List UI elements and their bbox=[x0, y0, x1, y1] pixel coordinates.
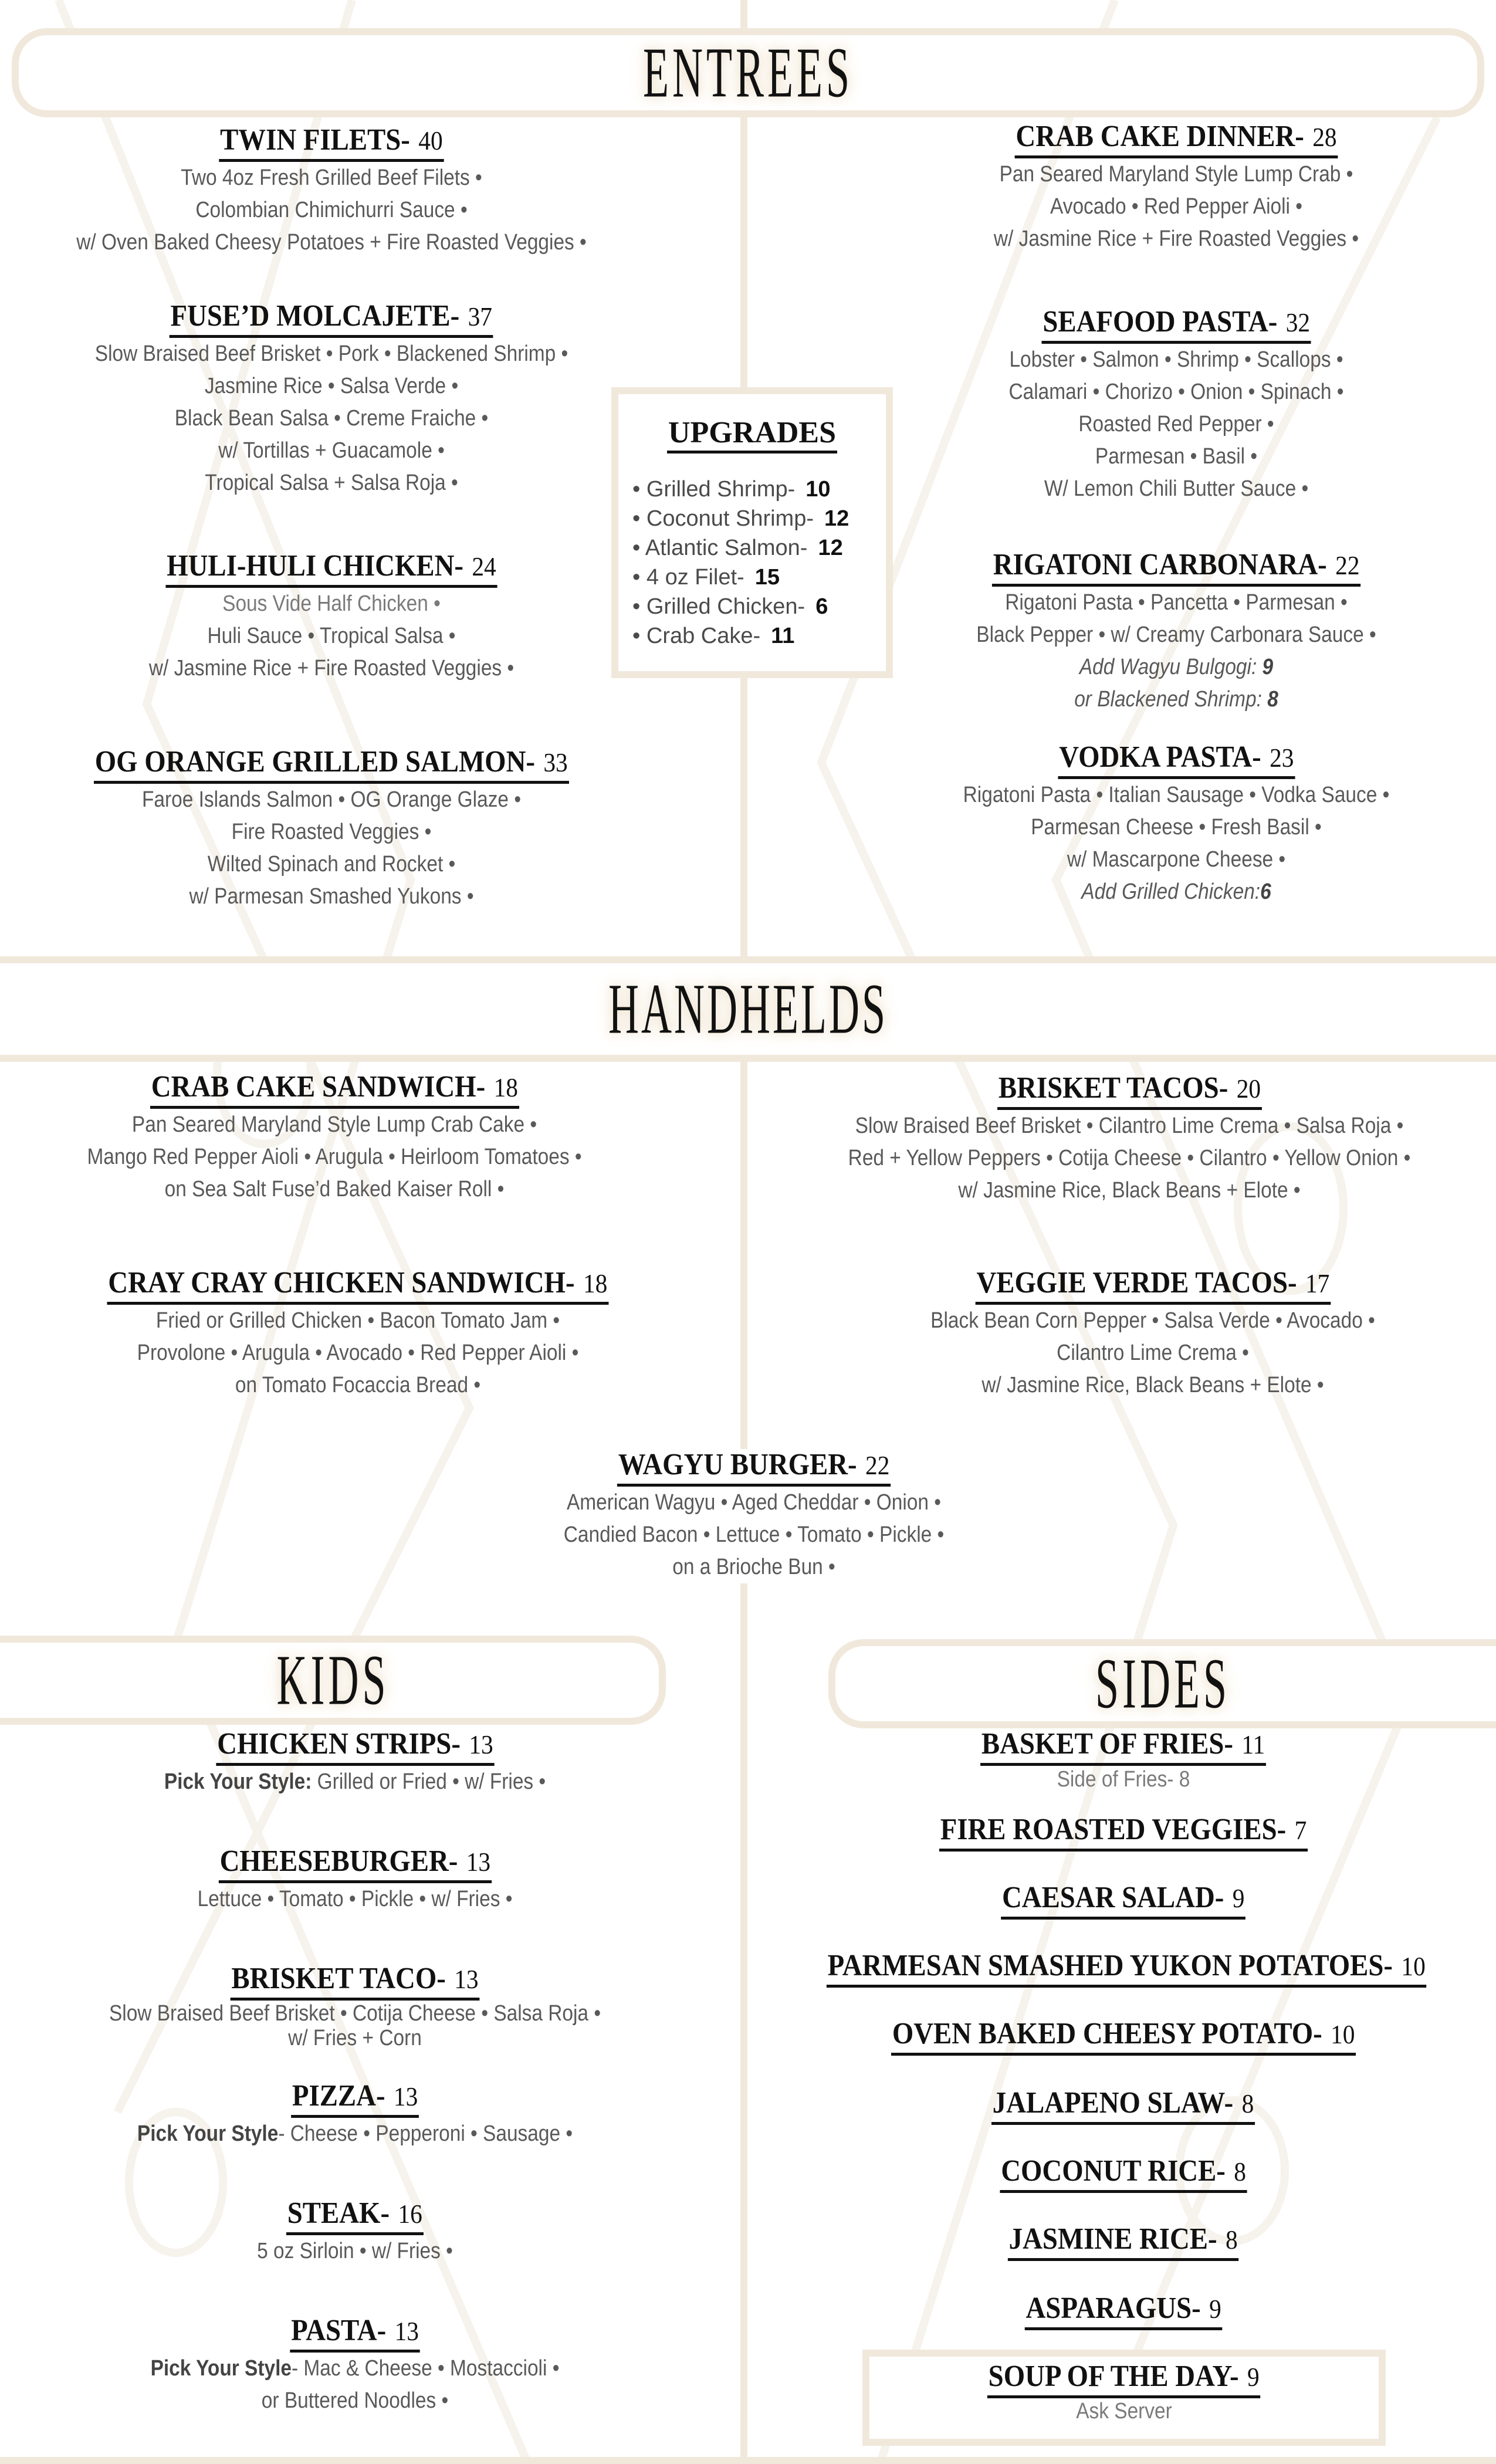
item-title: PARMESAN SMASHED YUKON POTATOES- 10 bbox=[827, 1950, 1427, 1988]
item-desc: Fire Roasted Veggies • bbox=[231, 819, 432, 844]
side-item-caesar-salad bbox=[763, 1882, 1484, 1920]
item-desc: Calamari • Chorizo • Onion • Spinach • bbox=[1008, 379, 1344, 404]
side-item-jasmine-rice bbox=[763, 2223, 1484, 2261]
item-desc: on a Brioche Bun • bbox=[672, 1554, 835, 1579]
item-title: BASKET OF FRIES- 11 bbox=[981, 1728, 1267, 1766]
item-title: CHICKEN STRIPS- 13 bbox=[216, 1728, 494, 1766]
item-title: BRISKET TACO- 13 bbox=[231, 1963, 480, 2001]
kids-item-brisket-taco bbox=[0, 1963, 710, 2050]
item-desc: Mango Red Pepper Aioli • Arugula • Heirloom Tomatoes • bbox=[87, 1144, 582, 1169]
item-desc: Wilted Spinach and Rocket • bbox=[207, 851, 456, 876]
upgrade-item: • Crab Cake- 11 bbox=[632, 624, 795, 648]
menu-item-cray-cray-chicken-sandwich bbox=[0, 1267, 716, 1402]
menu-item-vodka-pasta bbox=[880, 742, 1473, 908]
item-title: COCONUT RICE- 8 bbox=[1000, 2155, 1247, 2193]
item-desc: Huli Sauce • Tropical Salsa • bbox=[207, 623, 456, 648]
item-desc: Rigatoni Pasta • Pancetta • Parmesan • bbox=[1005, 590, 1348, 615]
side-item-asparagus bbox=[763, 2293, 1484, 2330]
kids-title: KIDS bbox=[276, 1640, 390, 1720]
item-desc: Lobster • Salmon • Shrimp • Scallops • bbox=[1009, 347, 1343, 372]
item-desc: Parmesan • Basil • bbox=[1095, 444, 1258, 469]
kids-item-pasta bbox=[0, 2315, 710, 2417]
item-desc: Two 4oz Fresh Grilled Beef Filets • bbox=[181, 165, 482, 190]
sides-banner bbox=[828, 1639, 1496, 1728]
handhelds-banner bbox=[0, 963, 1496, 1055]
item-desc: Black Bean Corn Pepper • Salsa Verde • Avocado • bbox=[930, 1308, 1375, 1333]
item-title: CRAB CAKE DINNER- 28 bbox=[1015, 121, 1338, 158]
item-title: SOUP OF THE DAY- 9 bbox=[987, 2361, 1261, 2398]
item-title: VODKA PASTA- 23 bbox=[1058, 742, 1295, 779]
item-desc: w/ Oven Baked Cheesy Potatoes + Fire Roasted Veggies • bbox=[76, 229, 587, 255]
item-desc: on Sea Salt Fuse’d Baked Kaiser Roll • bbox=[164, 1176, 505, 1201]
item-title: CRAY CRAY CHICKEN SANDWICH- 18 bbox=[107, 1267, 609, 1305]
item-note: Ask Server bbox=[1076, 2398, 1172, 2424]
menu-item-twin-filets bbox=[0, 124, 663, 259]
item-desc: w/ Jasmine Rice, Black Beans + Elote • bbox=[981, 1372, 1324, 1397]
item-title: CRAB CAKE SANDWICH- 18 bbox=[150, 1071, 519, 1109]
item-note: Side of Fries- 8 bbox=[1057, 1766, 1190, 1792]
item-title: STEAK- 16 bbox=[286, 2198, 424, 2235]
upgrades-box bbox=[611, 387, 893, 678]
entrees-banner bbox=[12, 28, 1484, 117]
upgrade-item: • Coconut Shrimp- 12 bbox=[632, 506, 849, 531]
item-title: OG ORANGE GRILLED SALMON- 33 bbox=[94, 746, 569, 784]
item-title: PIZZA- 13 bbox=[291, 2080, 419, 2118]
item-title: VEGGIE VERDE TACOS- 17 bbox=[975, 1267, 1331, 1305]
item-desc: Sous Vide Half Chicken • bbox=[222, 591, 441, 616]
item-desc: Cilantro Lime Crema • bbox=[1057, 1340, 1249, 1365]
item-desc: Colombian Chimichurri Sauce • bbox=[195, 197, 468, 222]
menu-item-wagyu-burger bbox=[458, 1449, 1050, 1583]
item-desc: Faroe Islands Salmon • OG Orange Glaze • bbox=[141, 787, 522, 812]
upgrade-item: • 4 oz Filet- 15 bbox=[632, 565, 780, 590]
item-title: OVEN BAKED CHEESY POTATO- 10 bbox=[891, 2018, 1356, 2056]
item-title: BRISKET TACOS- 20 bbox=[997, 1072, 1262, 1110]
menu-item-molcajete bbox=[0, 300, 663, 499]
item-desc: Candied Bacon • Lettuce • Tomato • Pickle • bbox=[563, 1522, 945, 1547]
item-title: CHEESEBURGER- 13 bbox=[218, 1846, 491, 1883]
handhelds-band-bottom bbox=[0, 1055, 1496, 1062]
entrees-title: ENTREES bbox=[643, 32, 853, 113]
menu-item-crab-cake-sandwich bbox=[0, 1071, 669, 1206]
item-desc: Pan Seared Maryland Style Lump Crab • bbox=[999, 161, 1353, 187]
side-item-fire-roasted-veggies bbox=[763, 1814, 1484, 1852]
item-title: JALAPENO SLAW- 8 bbox=[991, 2087, 1255, 2125]
bottom-band bbox=[0, 2457, 1496, 2464]
item-desc: Slow Braised Beef Brisket • Cotija Cheese • Salsa Roja • bbox=[109, 2001, 601, 2026]
item-desc: 5 oz Sirloin • w/ Fries • bbox=[257, 2238, 453, 2263]
handhelds-band-top bbox=[0, 956, 1496, 963]
item-desc: Slow Braised Beef Brisket • Pork • Blackened Shrimp • bbox=[94, 341, 568, 366]
item-desc: Red + Yellow Peppers • Cotija Cheese • Cilantro • Yellow Onion • bbox=[848, 1145, 1411, 1170]
item-desc: Pan Seared Maryland Style Lump Crab Cake • bbox=[131, 1112, 537, 1137]
item-desc: w/ Parmesan Smashed Yukons • bbox=[189, 884, 474, 909]
menu-item-rigatoni-carbonara bbox=[880, 549, 1473, 716]
item-desc: Rigatoni Pasta • Italian Sausage • Vodka Sauce • bbox=[963, 782, 1390, 807]
item-desc: Fried or Grilled Chicken • Bacon Tomato Jam • bbox=[155, 1308, 560, 1333]
item-desc: Pick Your Style: Grilled or Fried • w/ Fries • bbox=[164, 1769, 546, 1794]
item-desc: or Buttered Noodles • bbox=[261, 2388, 449, 2413]
upgrade-item: • Grilled Chicken- 6 bbox=[632, 594, 828, 619]
item-desc: w/ Jasmine Rice, Black Beans + Elote • bbox=[958, 1177, 1301, 1203]
item-desc: Avocado • Red Pepper Aioli • bbox=[1050, 194, 1302, 219]
item-desc: w/ Mascarpone Cheese • bbox=[1067, 847, 1286, 872]
item-desc: Slow Braised Beef Brisket • Cilantro Lime Crema • Salsa Roja • bbox=[855, 1113, 1404, 1138]
item-desc: Black Bean Salsa • Creme Fraiche • bbox=[174, 405, 489, 431]
item-addon: Add Grilled Chicken:6 bbox=[1081, 879, 1271, 904]
item-title: CAESAR SALAD- 9 bbox=[1001, 1882, 1245, 1920]
item-desc: Roasted Red Pepper • bbox=[1078, 411, 1274, 436]
upgrades-title: UPGRADES bbox=[667, 416, 837, 453]
item-title: TWIN FILETS- 40 bbox=[219, 124, 444, 162]
item-title: ASPARAGUS- 9 bbox=[1025, 2293, 1223, 2330]
upgrade-item: • Grilled Shrimp- 10 bbox=[632, 477, 831, 502]
item-desc: W/ Lemon Chili Butter Sauce • bbox=[1044, 476, 1309, 501]
item-title: PASTA- 13 bbox=[290, 2315, 419, 2353]
item-desc: Parmesan Cheese • Fresh Basil • bbox=[1031, 814, 1322, 840]
item-title: JASMINE RICE- 8 bbox=[1008, 2223, 1239, 2261]
item-desc: Jasmine Rice • Salsa Verde • bbox=[204, 373, 459, 398]
item-title: SEAFOOD PASTA- 32 bbox=[1041, 306, 1311, 344]
sides-title: SIDES bbox=[1095, 1643, 1231, 1724]
item-desc: w/ Jasmine Rice + Fire Roasted Veggies • bbox=[993, 226, 1359, 251]
item-desc: w/ Tortillas + Guacamole • bbox=[218, 438, 445, 463]
kids-item-cheeseburger bbox=[0, 1846, 710, 1915]
kids-item-chicken-strips bbox=[0, 1728, 710, 1798]
item-desc: on Tomato Focaccia Bread • bbox=[235, 1372, 481, 1397]
upgrades-list bbox=[632, 475, 886, 651]
menu-item-crab-cake-dinner bbox=[880, 121, 1473, 255]
item-desc: w/ Jasmine Rice + Fire Roasted Veggies • bbox=[148, 655, 515, 681]
item-desc: Provolone • Arugula • Avocado • Red Pepper Aioli • bbox=[137, 1340, 579, 1365]
item-title: RIGATONI CARBONARA- 22 bbox=[992, 549, 1360, 587]
item-addon: Add Wagyu Bulgogi: 9 bbox=[1079, 654, 1274, 679]
handhelds-title: HANDHELDS bbox=[608, 969, 888, 1049]
item-title: HULI-HULI CHICKEN- 24 bbox=[165, 550, 497, 588]
item-title: WAGYU BURGER- 22 bbox=[617, 1449, 891, 1487]
item-desc: Lettuce • Tomato • Pickle • w/ Fries • bbox=[197, 1886, 513, 1911]
kids-item-steak bbox=[0, 2198, 710, 2267]
item-title: FUSE’D MOLCAJETE- 37 bbox=[170, 300, 493, 338]
menu-item-brisket-tacos bbox=[763, 1072, 1496, 1207]
kids-item-pizza bbox=[0, 2080, 710, 2150]
side-item-parmesan-smashed-yukon bbox=[757, 1950, 1496, 1988]
item-desc: Pick Your Style- Cheese • Pepperoni • Sausage • bbox=[137, 2121, 573, 2146]
menu-item-seafood-pasta bbox=[880, 306, 1473, 505]
menu-item-huli-huli-chicken bbox=[0, 550, 663, 685]
item-addon: or Blackened Shrimp: 8 bbox=[1074, 686, 1278, 712]
item-title: FIRE ROASTED VEGGIES- 7 bbox=[939, 1814, 1308, 1852]
upgrade-item: • Atlantic Salmon- 12 bbox=[632, 536, 843, 560]
side-item-basket-of-fries bbox=[763, 1728, 1484, 1793]
item-desc: Black Pepper • w/ Creamy Carbonara Sauce • bbox=[976, 622, 1376, 647]
item-desc: Tropical Salsa + Salsa Roja • bbox=[205, 470, 458, 495]
item-desc: Pick Your Style- Mac & Cheese • Mostaccioli • bbox=[150, 2355, 560, 2381]
kids-banner bbox=[0, 1636, 666, 1725]
side-item-jalapeno-slaw bbox=[763, 2087, 1484, 2125]
item-desc: w/ Fries + Corn bbox=[288, 2025, 422, 2050]
item-desc: American Wagyu • Aged Cheddar • Onion • bbox=[567, 1490, 941, 1515]
center-divider-handhelds bbox=[740, 1053, 747, 2464]
menu-item-veggie-verde-tacos bbox=[763, 1267, 1496, 1402]
side-item-soup-of-the-day bbox=[862, 2361, 1386, 2424]
side-item-oven-baked-cheesy-potato bbox=[763, 2018, 1484, 2056]
side-item-coconut-rice bbox=[763, 2155, 1484, 2193]
menu-item-og-orange-salmon bbox=[0, 746, 663, 913]
